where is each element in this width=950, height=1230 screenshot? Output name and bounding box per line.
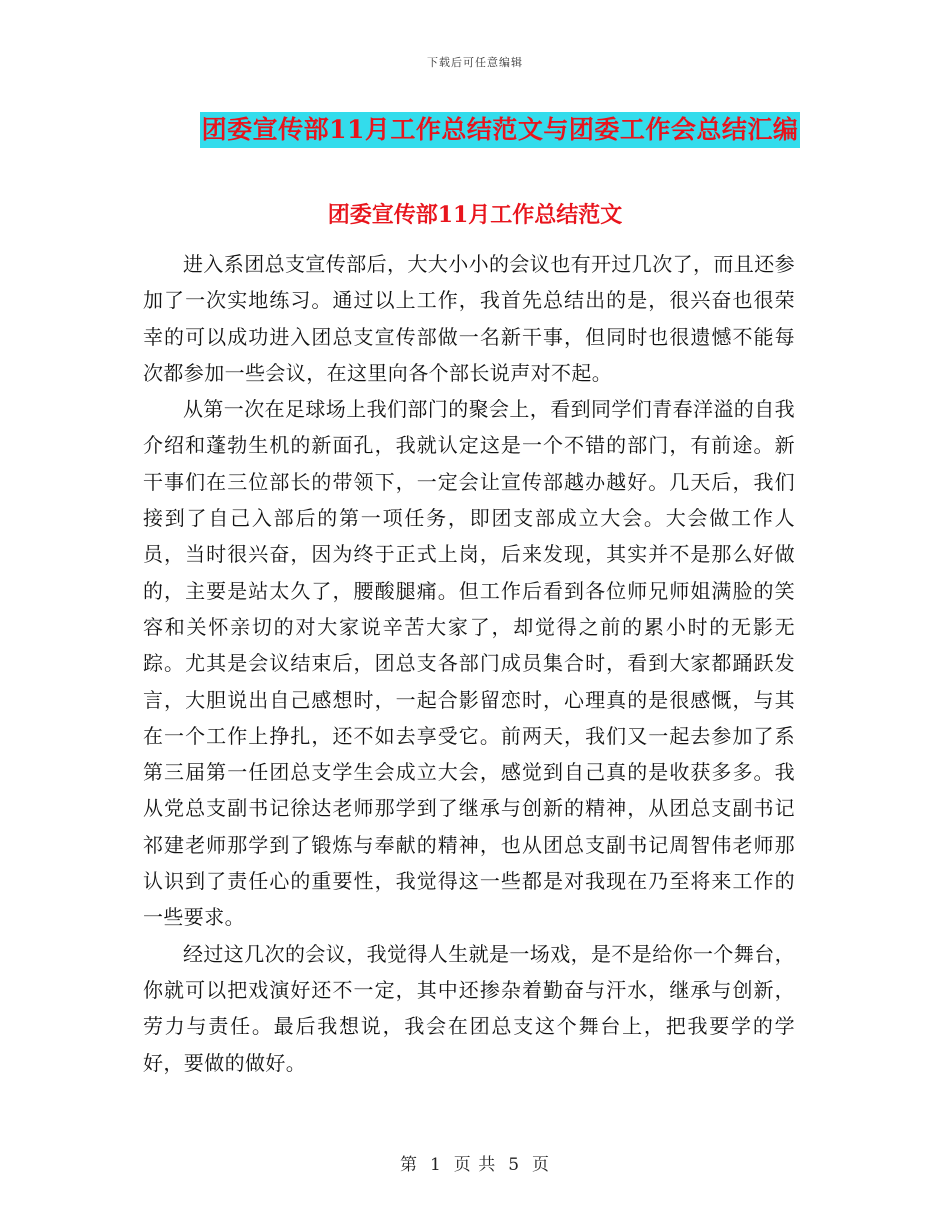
- paragraph: 从第一次在足球场上我们部门的聚会上，看到同学们青春洋溢的自我介绍和蓬勃生机的新面孔，我就认定这是一个不错的部门，有前途。新干事们在三位部长的带领下，一定会让宣传部越办越好。几天后，我们接到了自己入部后的第一项任务，即团支部成立大会。大会做工作人员，当时很兴奋，因为终于正式上岗，后来发现，其实并不是那么好做的，主要是站太久了，腰酸腿痛。但工作后看到各位师兄师姐满脸的笑容和关怀亲切的对大家说辛苦大家了，却觉得之前的累小时的无影无踪。尤其是会议结束后，团总支各部门成员集合时，看到大家都踊跃发言，大胆说出自己感想时，一起合影留恋时，心理真的是很感慨，与其在一个工作上挣扎，还不如去享受它。前两天，我们又一起去参加了系第三届第一任团总支学生会成立大会，感觉到自己真的是收获多多。我从党总支副书记徐达老师那学到了继承与创新的精神，从团总支副书记祁建老师那学到了锻炼与奉献的精神，也从团总支副书记周智伟老师那认识到了责任心的重要性，我觉得这一些都是对我现在乃至将来工作的一些要求。: [143, 397, 795, 930]
- page-total: 5: [508, 1155, 521, 1175]
- document-title: 团委宣传部11月工作总结范文与团委工作会总结汇编: [200, 112, 801, 148]
- page-suffix: 页: [532, 1155, 551, 1175]
- paragraph: 经过这几次的会议，我觉得人生就是一场戏，是不是给你一个舞台，你就可以把戏演好还不一定，其中还掺杂着勤奋与汗水，继承与创新，劳力与责任。最后我想说，我会在团总支这个舞台上，把我要学的学好，要做的做好。: [143, 941, 795, 1075]
- page-footer: [0, 1150, 950, 1175]
- page-prefix: 第: [399, 1155, 418, 1175]
- document-title-container: [0, 112, 950, 148]
- section-title: 团委宣传部11月工作总结范文: [327, 202, 623, 228]
- page-current: 1: [429, 1155, 442, 1175]
- document-body: [143, 246, 795, 1081]
- page-mid: 页 共: [453, 1155, 497, 1175]
- paragraph: 进入系团总支宣传部后，大大小小的会议也有开过几次了，而且还参加了一次实地练习。通过以上工作，我首先总结出的是，很兴奋也很荣幸的可以成功进入团总支宣传部做一名新干事，但同时也很遗憾不能每次都参加一些会议，在这里向各个部长说声对不起。: [143, 252, 795, 385]
- page-header-note: 下载后可任意编辑: [427, 56, 523, 69]
